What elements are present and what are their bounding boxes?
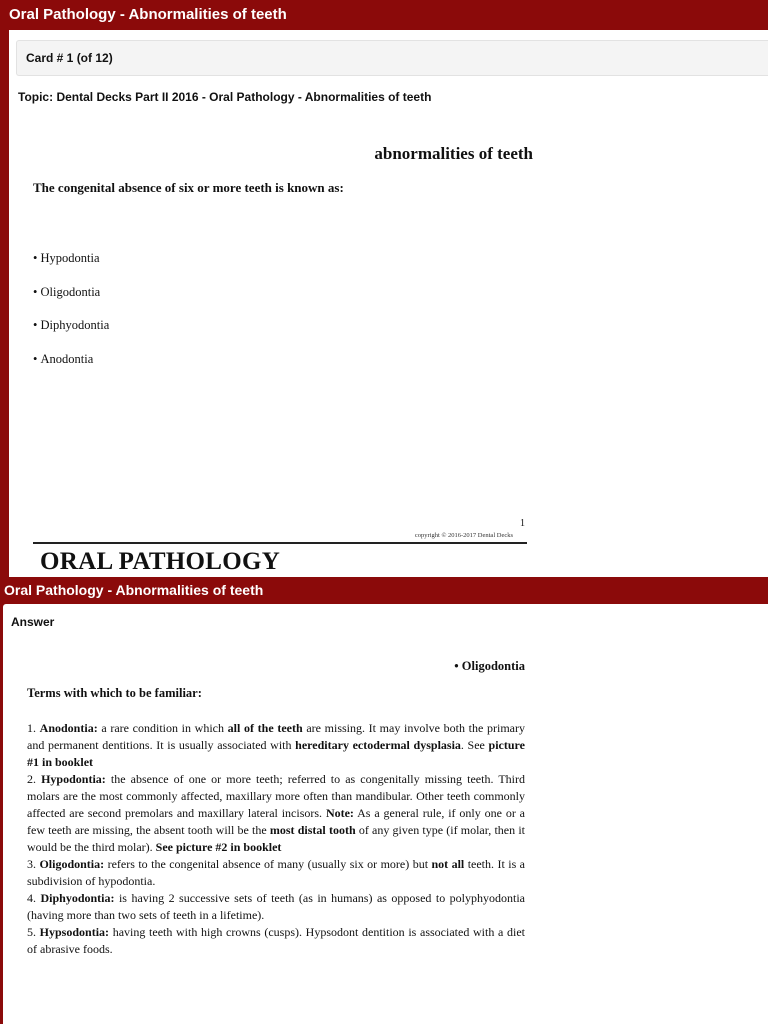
terms-heading: Terms with which to be familiar: <box>27 686 202 700</box>
term-text: not all <box>431 857 465 871</box>
term-number: 3. <box>27 857 40 871</box>
question-text: The congenital absence of six or more teeth is known as: <box>33 180 344 195</box>
term-text: is having 2 successive sets of teeth (as in humans) as opposed to polyphyodontia (having more than two sets of teeth in a lifetime). <box>27 891 525 922</box>
card-counter: Card # 1 (of 12) <box>16 40 768 76</box>
term-item <box>27 890 525 924</box>
option-item: • Oligodontia <box>33 285 109 319</box>
term-text: the absence of one or more teeth; referred to as congenitally missing teeth. Third molars are the most commonly affected, maxillary more often than mandibular. Other teeth commonly affected are second premolars and maxillary lateral incisors. <box>27 772 525 820</box>
term-text: a rare condition in which <box>97 721 228 735</box>
answer-panel-body <box>3 604 768 1024</box>
term-item <box>27 720 525 771</box>
term-text: picture #1 in booklet <box>27 738 525 769</box>
term-name: Diphyodontia: <box>40 891 115 905</box>
term-name: Hypodontia: <box>41 772 106 786</box>
term-text: . See <box>460 738 489 752</box>
option-item: • Diphyodontia <box>33 318 109 352</box>
term-text: refers to the congenital absence of many (usually six or more) but <box>104 857 432 871</box>
term-item <box>27 924 525 958</box>
term-item <box>27 771 525 856</box>
card-panel-body <box>9 30 768 577</box>
term-number: 1. <box>27 721 40 735</box>
term-text: See picture #2 in booklet <box>155 840 282 854</box>
term-item <box>27 856 525 890</box>
card-topic: Topic: Dental Decks Part II 2016 - Oral Pathology - Abnormalities of teeth <box>18 90 432 104</box>
term-text: hereditary ectodermal dysplasia <box>295 738 461 752</box>
term-text: are missing. It may involve both the primary and permanent dentitions. It is usually associated with <box>27 721 525 752</box>
term-text: As a general rule, if only one or a few teeth are missing, the absent tooth will be the <box>27 806 526 837</box>
option-item: • Anodontia <box>33 352 109 386</box>
answer-value: • Oligodontia <box>454 658 525 675</box>
terms-list <box>27 720 525 958</box>
term-name: Oligodontia: <box>39 857 105 871</box>
answer-panel-title: Oral Pathology - Abnormalities of teeth <box>4 582 264 598</box>
answer-options <box>33 251 109 385</box>
term-number: 2. <box>27 772 42 786</box>
term-text: of any given type (if molar, then it would be the third molar). <box>27 823 525 854</box>
answer-panel <box>0 577 768 1024</box>
answer-label: Answer <box>11 615 55 629</box>
term-text: teeth. It is a subdivision of hypodontia. <box>27 857 526 888</box>
term-number: 5. <box>27 925 40 939</box>
question-slide <box>23 130 533 577</box>
slide-title: abnormalities of teeth <box>374 144 533 163</box>
slide-page-number: 1 <box>520 518 525 529</box>
term-name: Anodontia: <box>39 721 98 735</box>
slide-divider <box>33 542 527 544</box>
card-panel-title: Oral Pathology - Abnormalities of teeth <box>9 6 287 23</box>
term-name: Hypsodontia: <box>39 925 110 939</box>
term-text: Note: <box>325 806 354 820</box>
term-text: having teeth with high crowns (cusps). Hypsodont dentition is associated with a diet of abrasive foods. <box>27 925 525 956</box>
copyright-notice: copyright © 2016-2017 Dental Decks <box>414 532 513 539</box>
term-text: all of the teeth <box>227 721 303 735</box>
term-number: 4. <box>27 891 41 905</box>
section-title: ORAL PATHOLOGY <box>40 548 281 575</box>
term-text: most distal tooth <box>269 823 356 837</box>
option-item: • Hypodontia <box>33 251 109 285</box>
